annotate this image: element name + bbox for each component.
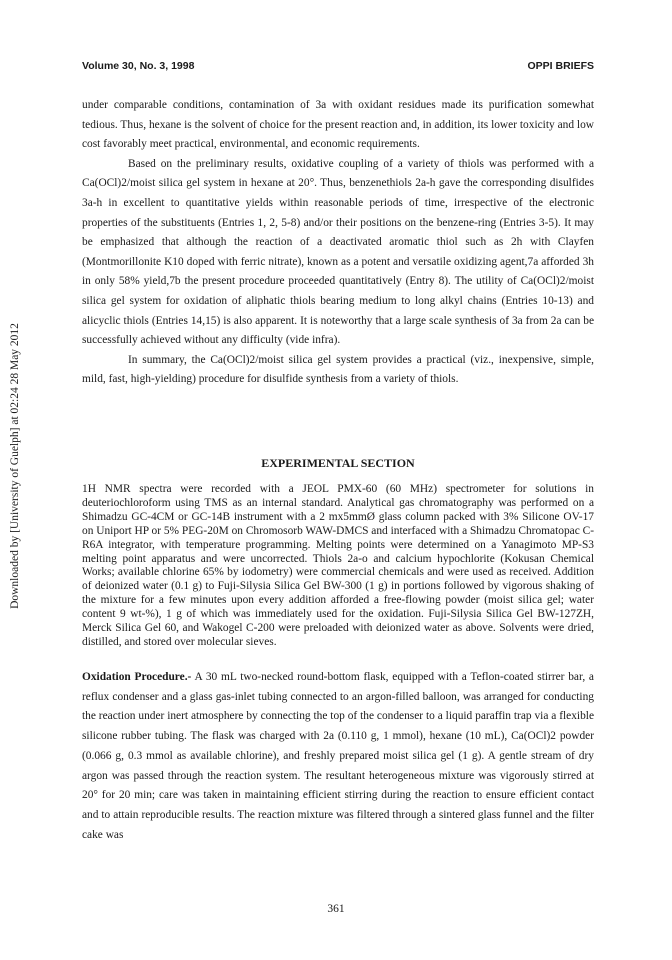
procedure-text: A 30 mL two-necked round-bottom flask, equipped with a Teflon-coated stirrer bar, a reflux condenser and a glass gas-inlet tubing connected to an argon-filled balloon, was arranged for conducting the reaction under inert atmosphere by connecting the top of the condenser to a liquid paraffin trap via a flexible silicone rubber tubing. The flask was charged with 2a (0.110 g, 1 mmol), hexane (10 mL), Ca(OCl)2 powder (0.066 g, 0.3 mmol as available chlorine), and freshly prepared moist silica gel (1 g). A gentle stream of dry argon was passed through the reaction system. The resultant heterogeneous mixture was vigorously stirred at 20° for 20 min; care was taken in maintaining efficient stirring during the reaction to ensure efficient contact and to attain reproducible results. The reaction mixture was filtered through a sintered glass funnel and the filter cake was — [82, 671, 594, 841]
procedure-title: Oxidation Procedure — [82, 671, 185, 683]
page-number: 361 — [327, 903, 345, 915]
journal-section: OPPI BRIEFS — [527, 60, 594, 72]
experimental-general — [82, 483, 594, 650]
paragraph: 1H NMR spectra were recorded with a JEOL PMX-60 (60 MHz) spectrometer for solutions in deuteriochloroform using TMS as an internal standard. Analytical gas chromatography was performed on a Shimadzu GC-4CM or GC-14B instrument with a 2 mx5mmØ glass column packed with 3% Silicone OV-17 on Uniport HP or 5% PEG-20M on Chromosorb WAW-DMCS and interfaced with a Shimadzu Chromatopac C-R6A integrator, with temperature programming. Melting points were determined on a Yanagimoto MP-S3 melting point apparatus and were uncorrected. Thiols 2a-o and calcium hypochlorite (Kokusan Chemical Works; available chlorine 65% by iodometry) were commercial chemicals and were used as received. Addition of deionized water (0.1 g) to Fuji-Silysia Silica Gel BW-300 (1 g) in portions followed by vigorous shaking of the mixture for a few minutes upon every addition afforded a free-flowing powder (moist silica gel; water content 9 wt-%), 1 g of which was immediately used for the oxidation. Fuji-Silysia Silica Gel BW-127ZH, Merck Silica Gel 60, and Wakogel C-200 were preloaded with deionized water as above. Solvents were dried, distilled, and stored over molecular sieves. — [82, 483, 594, 648]
paragraph: Oxidation Procedure.- A 30 mL two-necked round-bottom flask, equipped with a Teflon-coated stirrer bar, a reflux condenser and a glass gas-inlet tubing connected to an argon-filled balloon, was arranged for conducting the reaction under inert atmosphere by connecting the top of the condenser to a liquid paraffin trap via a flexible silicone rubber tubing. The flask was charged with 2a (0.110 g, 1 mmol), hexane (10 mL), Ca(OCl)2 powder (0.066 g, 0.3 mmol as available chlorine), and freshly prepared moist silica gel (1 g). A gentle stream of dry argon was passed through the reaction system. The resultant heterogeneous mixture was vigorously stirred at 20° for 20 min; care was taken in maintaining efficient stirring during the reaction to ensure efficient contact and to attain reproducible results. The reaction mixture was filtered through a sintered glass funnel and the filter cake was — [82, 671, 594, 841]
oxidation-procedure — [82, 668, 594, 845]
paragraph: In summary, the Ca(OCl)2/moist silica gel system provides a practical (viz., inexpensive, simple, mild, fast, high-yielding) procedure for disulfide synthesis from a variety of thiols. — [82, 353, 594, 386]
running-header — [82, 60, 594, 76]
journal-volume: Volume 30, No. 3, 1998 — [82, 60, 195, 72]
section-heading: EXPERIMENTAL SECTION — [261, 456, 415, 470]
paragraph: under comparable conditions, contamination of 3a with oxidant residues made its purification somewhat tedious. Thus, hexane is the solvent of choice for the present reaction and, in addition, its lower toxicity and low cost favorably meet practical, environmental, and economic requirements. — [82, 99, 594, 151]
discussion-text — [82, 96, 594, 390]
download-watermark — [8, 316, 22, 616]
download-note: Downloaded by [University of Guelph] at 02:24 28 May 2012 — [9, 323, 21, 609]
paragraph: Based on the preliminary results, oxidative coupling of a variety of thiols was performed with a Ca(OCl)2/moist silica gel system in hexane at 20°. Thus, benzenethiols 2a-h gave the corresponding disulfides 3a-h in excellent to quantitative yields within reasonable periods of time, irrespective of the electronic properties of the substituents (Entries 1, 2, 5-8) and/or their positions on the benzene-ring (Entries 3-5). It may be emphasized that although the reaction of a deactivated aromatic thiol such as 2h with Clayfen (Montmorillonite K10 doped with ferric nitrate), known as a potent and versatile oxidizing agent,7a afforded 3h in only 58% yield,7b the present procedure proceeded quantitatively (Entry 8). The utility of Ca(OCl)2/moist silica gel system for oxidation of aliphatic thiols bearing medium to long alkyl chains (Entries 10-13) and alicyclic thiols (Entries 14,15) is also apparent. It is noteworthy that a large scale synthesis of 3a from 2a can be successfully achieved without any difficulty (vide infra). — [82, 157, 594, 347]
